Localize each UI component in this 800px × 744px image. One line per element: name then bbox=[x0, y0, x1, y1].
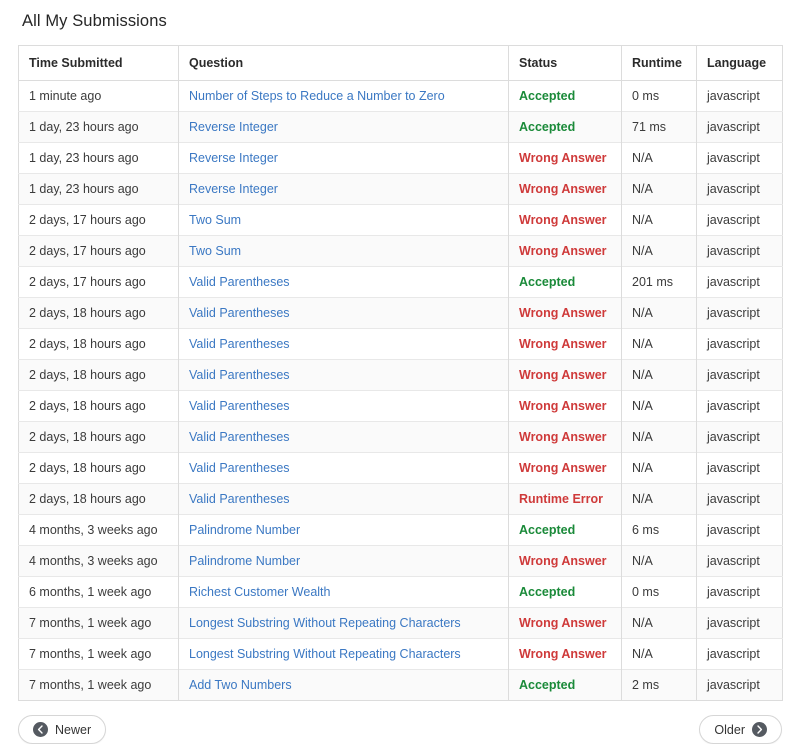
cell-language: javascript bbox=[697, 546, 783, 577]
cell-runtime: N/A bbox=[622, 608, 697, 639]
status-badge: Accepted bbox=[519, 120, 576, 134]
status-badge: Wrong Answer bbox=[519, 182, 607, 196]
cell-question bbox=[179, 298, 509, 329]
cell-status bbox=[509, 484, 622, 515]
cell-runtime: N/A bbox=[622, 484, 697, 515]
cell-time-submitted: 4 months, 3 weeks ago bbox=[19, 546, 179, 577]
status-badge: Wrong Answer bbox=[519, 399, 607, 413]
cell-time-submitted: 6 months, 1 week ago bbox=[19, 577, 179, 608]
column-header-language: Language bbox=[697, 46, 783, 81]
older-button[interactable] bbox=[699, 715, 782, 744]
cell-question bbox=[179, 391, 509, 422]
cell-time-submitted: 1 day, 23 hours ago bbox=[19, 174, 179, 205]
status-badge: Accepted bbox=[519, 523, 576, 537]
question-link[interactable]: Valid Parentheses bbox=[189, 306, 290, 320]
cell-question bbox=[179, 546, 509, 577]
cell-language: javascript bbox=[697, 577, 783, 608]
cell-question bbox=[179, 608, 509, 639]
table-header-row bbox=[19, 46, 783, 81]
cell-question bbox=[179, 515, 509, 546]
cell-time-submitted: 2 days, 18 hours ago bbox=[19, 391, 179, 422]
cell-status bbox=[509, 143, 622, 174]
cell-language: javascript bbox=[697, 329, 783, 360]
cell-language: javascript bbox=[697, 205, 783, 236]
cell-question bbox=[179, 670, 509, 701]
status-badge: Wrong Answer bbox=[519, 151, 607, 165]
cell-time-submitted: 2 days, 18 hours ago bbox=[19, 484, 179, 515]
newer-button[interactable] bbox=[18, 715, 106, 744]
table-row bbox=[19, 608, 783, 639]
cell-time-submitted: 2 days, 17 hours ago bbox=[19, 267, 179, 298]
cell-time-submitted: 7 months, 1 week ago bbox=[19, 639, 179, 670]
cell-time-submitted: 2 days, 18 hours ago bbox=[19, 360, 179, 391]
table-row bbox=[19, 112, 783, 143]
cell-language: javascript bbox=[697, 236, 783, 267]
cell-runtime: N/A bbox=[622, 453, 697, 484]
cell-status bbox=[509, 453, 622, 484]
cell-language: javascript bbox=[697, 391, 783, 422]
cell-runtime: 6 ms bbox=[622, 515, 697, 546]
cell-time-submitted: 4 months, 3 weeks ago bbox=[19, 515, 179, 546]
cell-time-submitted: 2 days, 17 hours ago bbox=[19, 205, 179, 236]
cell-runtime: 2 ms bbox=[622, 670, 697, 701]
cell-language: javascript bbox=[697, 174, 783, 205]
cell-runtime: N/A bbox=[622, 360, 697, 391]
cell-language: javascript bbox=[697, 112, 783, 143]
cell-question bbox=[179, 360, 509, 391]
cell-language: javascript bbox=[697, 81, 783, 112]
cell-status bbox=[509, 670, 622, 701]
cell-language: javascript bbox=[697, 515, 783, 546]
question-link[interactable]: Palindrome Number bbox=[189, 554, 301, 568]
cell-status bbox=[509, 546, 622, 577]
cell-time-submitted: 2 days, 17 hours ago bbox=[19, 236, 179, 267]
cell-time-submitted: 1 day, 23 hours ago bbox=[19, 143, 179, 174]
cell-runtime: N/A bbox=[622, 422, 697, 453]
cell-question bbox=[179, 174, 509, 205]
question-link[interactable]: Longest Substring Without Repeating Characters bbox=[189, 647, 461, 661]
cell-runtime: N/A bbox=[622, 236, 697, 267]
cell-question bbox=[179, 205, 509, 236]
newer-button-label: Newer bbox=[55, 722, 92, 737]
cell-language: javascript bbox=[697, 143, 783, 174]
cell-question bbox=[179, 267, 509, 298]
question-link[interactable]: Reverse Integer bbox=[189, 120, 278, 134]
submissions-table bbox=[18, 45, 783, 701]
older-button-label: Older bbox=[714, 722, 745, 737]
question-link[interactable]: Reverse Integer bbox=[189, 151, 278, 165]
status-badge: Wrong Answer bbox=[519, 647, 607, 661]
cell-status bbox=[509, 298, 622, 329]
cell-runtime: N/A bbox=[622, 174, 697, 205]
page-title: All My Submissions bbox=[22, 12, 167, 30]
cell-question bbox=[179, 81, 509, 112]
table-row bbox=[19, 453, 783, 484]
cell-language: javascript bbox=[697, 608, 783, 639]
column-header-question: Question bbox=[179, 46, 509, 81]
cell-runtime: N/A bbox=[622, 298, 697, 329]
cell-time-submitted: 2 days, 18 hours ago bbox=[19, 329, 179, 360]
cell-runtime: N/A bbox=[622, 329, 697, 360]
table-row bbox=[19, 143, 783, 174]
question-link[interactable]: Reverse Integer bbox=[189, 182, 278, 196]
table-row bbox=[19, 515, 783, 546]
status-badge: Wrong Answer bbox=[519, 461, 607, 475]
cell-status bbox=[509, 205, 622, 236]
cell-runtime: N/A bbox=[622, 143, 697, 174]
question-link[interactable]: Valid Parentheses bbox=[189, 492, 290, 506]
question-link[interactable]: Two Sum bbox=[189, 213, 242, 227]
cell-question bbox=[179, 422, 509, 453]
cell-status bbox=[509, 515, 622, 546]
cell-time-submitted: 2 days, 18 hours ago bbox=[19, 298, 179, 329]
status-badge: Wrong Answer bbox=[519, 213, 607, 227]
status-badge: Accepted bbox=[519, 275, 576, 289]
table-row bbox=[19, 298, 783, 329]
cell-time-submitted: 7 months, 1 week ago bbox=[19, 670, 179, 701]
cell-time-submitted: 1 minute ago bbox=[19, 81, 179, 112]
cell-language: javascript bbox=[697, 422, 783, 453]
cell-language: javascript bbox=[697, 670, 783, 701]
column-header-status: Status bbox=[509, 46, 622, 81]
pagination bbox=[18, 715, 782, 744]
table-row bbox=[19, 267, 783, 298]
column-header-time-submitted: Time Submitted bbox=[19, 46, 179, 81]
column-header-runtime: Runtime bbox=[622, 46, 697, 81]
table-row bbox=[19, 577, 783, 608]
cell-runtime: 0 ms bbox=[622, 81, 697, 112]
status-badge: Wrong Answer bbox=[519, 554, 607, 568]
cell-status bbox=[509, 577, 622, 608]
question-link[interactable]: Valid Parentheses bbox=[189, 368, 290, 382]
question-link[interactable]: Two Sum bbox=[189, 244, 242, 258]
cell-language: javascript bbox=[697, 453, 783, 484]
cell-question bbox=[179, 639, 509, 670]
cell-status bbox=[509, 360, 622, 391]
cell-status bbox=[509, 174, 622, 205]
cell-status bbox=[509, 267, 622, 298]
table-row bbox=[19, 484, 783, 515]
status-badge: Wrong Answer bbox=[519, 616, 607, 630]
cell-status bbox=[509, 236, 622, 267]
status-badge: Accepted bbox=[519, 678, 576, 692]
status-badge: Wrong Answer bbox=[519, 244, 607, 258]
cell-runtime: N/A bbox=[622, 205, 697, 236]
cell-status bbox=[509, 608, 622, 639]
question-link[interactable]: Add Two Numbers bbox=[189, 678, 292, 692]
cell-question bbox=[179, 143, 509, 174]
cell-status bbox=[509, 639, 622, 670]
cell-question bbox=[179, 112, 509, 143]
question-link[interactable]: Valid Parentheses bbox=[189, 430, 290, 444]
cell-question bbox=[179, 329, 509, 360]
table-row bbox=[19, 236, 783, 267]
table-row bbox=[19, 329, 783, 360]
cell-question bbox=[179, 453, 509, 484]
cell-time-submitted: 1 day, 23 hours ago bbox=[19, 112, 179, 143]
cell-runtime: 201 ms bbox=[622, 267, 697, 298]
cell-runtime: 0 ms bbox=[622, 577, 697, 608]
cell-status bbox=[509, 391, 622, 422]
cell-question bbox=[179, 236, 509, 267]
question-link[interactable]: Valid Parentheses bbox=[189, 275, 290, 289]
status-badge: Runtime Error bbox=[519, 492, 604, 506]
table-row bbox=[19, 546, 783, 577]
cell-status bbox=[509, 112, 622, 143]
table-body bbox=[19, 81, 783, 701]
cell-language: javascript bbox=[697, 484, 783, 515]
cell-time-submitted: 7 months, 1 week ago bbox=[19, 608, 179, 639]
table-row bbox=[19, 670, 783, 701]
status-badge: Accepted bbox=[519, 89, 576, 103]
cell-runtime: N/A bbox=[622, 639, 697, 670]
chevron-left-icon bbox=[33, 722, 48, 737]
chevron-right-icon bbox=[752, 722, 767, 737]
table-row bbox=[19, 174, 783, 205]
cell-status bbox=[509, 422, 622, 453]
status-badge: Wrong Answer bbox=[519, 337, 607, 351]
cell-language: javascript bbox=[697, 298, 783, 329]
question-link[interactable]: Richest Customer Wealth bbox=[189, 585, 331, 599]
cell-time-submitted: 2 days, 18 hours ago bbox=[19, 453, 179, 484]
status-badge: Wrong Answer bbox=[519, 306, 607, 320]
table-row bbox=[19, 360, 783, 391]
cell-status bbox=[509, 329, 622, 360]
status-badge: Wrong Answer bbox=[519, 368, 607, 382]
table-row bbox=[19, 205, 783, 236]
cell-language: javascript bbox=[697, 267, 783, 298]
table-row bbox=[19, 422, 783, 453]
cell-language: javascript bbox=[697, 639, 783, 670]
table-header bbox=[19, 46, 783, 81]
question-link[interactable]: Valid Parentheses bbox=[189, 461, 290, 475]
question-link[interactable]: Longest Substring Without Repeating Characters bbox=[189, 616, 461, 630]
cell-runtime: N/A bbox=[622, 391, 697, 422]
cell-language: javascript bbox=[697, 360, 783, 391]
cell-question bbox=[179, 484, 509, 515]
question-link[interactable]: Valid Parentheses bbox=[189, 337, 290, 351]
cell-runtime: 71 ms bbox=[622, 112, 697, 143]
cell-runtime: N/A bbox=[622, 546, 697, 577]
table-row bbox=[19, 391, 783, 422]
question-link[interactable]: Palindrome Number bbox=[189, 523, 301, 537]
cell-status bbox=[509, 81, 622, 112]
table-row bbox=[19, 81, 783, 112]
table-row bbox=[19, 639, 783, 670]
status-badge: Accepted bbox=[519, 585, 576, 599]
question-link[interactable]: Valid Parentheses bbox=[189, 399, 290, 413]
status-badge: Wrong Answer bbox=[519, 430, 607, 444]
cell-time-submitted: 2 days, 18 hours ago bbox=[19, 422, 179, 453]
question-link[interactable]: Number of Steps to Reduce a Number to Zero bbox=[189, 89, 445, 103]
cell-question bbox=[179, 577, 509, 608]
